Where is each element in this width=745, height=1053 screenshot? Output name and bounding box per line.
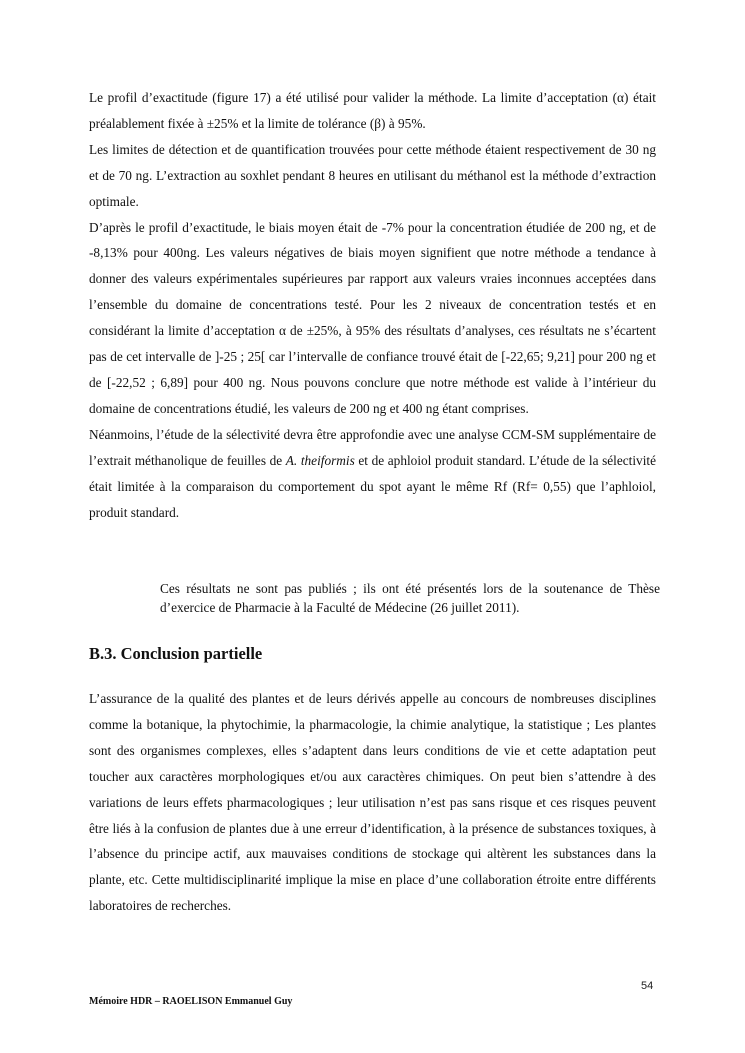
results-section: [89, 85, 656, 525]
selectivity-text-start: Néanmoins, l’étude de la sélectivité devra être approfondie avec une analyse CCM-SM supplémentaire de l’extrait méthanolique de feuilles de: [89, 426, 656, 468]
footer-author: Mémoire HDR – RAOELISON Emmanuel Guy: [89, 996, 293, 1007]
paragraph-selectivity: [89, 422, 656, 526]
paragraph-conclusion: L’assurance de la qualité des plantes et de leurs dérivés appelle au concours de nombreuses disciplines comme la botanique, la phytochimie, la pharmacologie, la chimie analytique, la statistique ; Les plantes sont des organismes complexes, elles s’adaptent dans leurs conditions de vie et cette adaptation peut toucher aux caractères morphologiques et/ou aux caractères chimiques. On peut bien s’attendre à des variations de leurs effets pharmacologiques ; leur utilisation n’est pas sans risque et ces risques peuvent être liés à la confusion de plantes due à une erreur d’identification, à la présence de substances toxiques, à l’absence du principe actif, aux mauvaises conditions de stockage qui altèrent les substances dans la plante, etc. Cette multidisciplinarité implique la mise en place d’une collaboration étroite entre différents laboratoires de recherches.: [89, 691, 656, 914]
species-name: A. theiformis: [285, 452, 355, 468]
selectivity-text-end: et de aphloiol produit standard. L’étude de la sélectivité était limitée à la comparaison du comportement du spot ayant le même Rf (Rf= 0,55) que l’aphloiol, produit standard.: [89, 452, 656, 520]
section-heading: B.3. Conclusion partielle: [89, 644, 263, 663]
paragraph-detection-limits: Les limites de détection et de quantification trouvées pour cette méthode étaient respectivement de 30 ng et de 70 ng. L’extraction au soxhlet pendant 8 heures en utilisant du méthanol est la méthode d’extraction optimale.: [89, 141, 656, 209]
publication-note-text: Ces résultats ne sont pas publiés ; ils ont été présentés lors de la soutenance de Thèse d’exercice de Pharmacie à la Faculté de Médecine (26 juillet 2011).: [160, 581, 660, 615]
paragraph-mean-bias: D’après le profil d’exactitude, le biais moyen était de -7% pour la concentration étudiée de 200 ng, et de -8,13% pour 400ng. Les valeurs négatives de biais moyen signifient que notre méthode a tendance à donner des valeurs expérimentales supérieures par rapport aux valeurs vraies inconnues acceptées dans l’ensemble du domaine de concentrations testé. Pour les 2 niveaux de concentration testés et en considérant la limite d’acceptation α de ±25%, à 95% des résultats d’analyses, ces résultats ne s’écartent pas de cet intervalle de ]-25 ; 25[ car l’intervalle de confiance trouvé était de [-22,65; 9,21] pour 200 ng et de [-22,52 ; 6,89] pour 400 ng. Nous pouvons conclure que notre méthode est valide à l’intérieur du domaine de concentrations étudié, les valeurs de 200 ng et 400 ng étant comprises.: [89, 219, 656, 416]
publication-note: [160, 579, 660, 617]
page-number: 54: [641, 980, 654, 992]
conclusion-section: [89, 686, 656, 919]
paragraph-accuracy-profile: Le profil d’exactitude (figure 17) a été utilisé pour valider la méthode. La limite d’acceptation (α) était préalablement fixée à ±25% et la limite de tolérance (β) à 95%.: [89, 90, 656, 131]
